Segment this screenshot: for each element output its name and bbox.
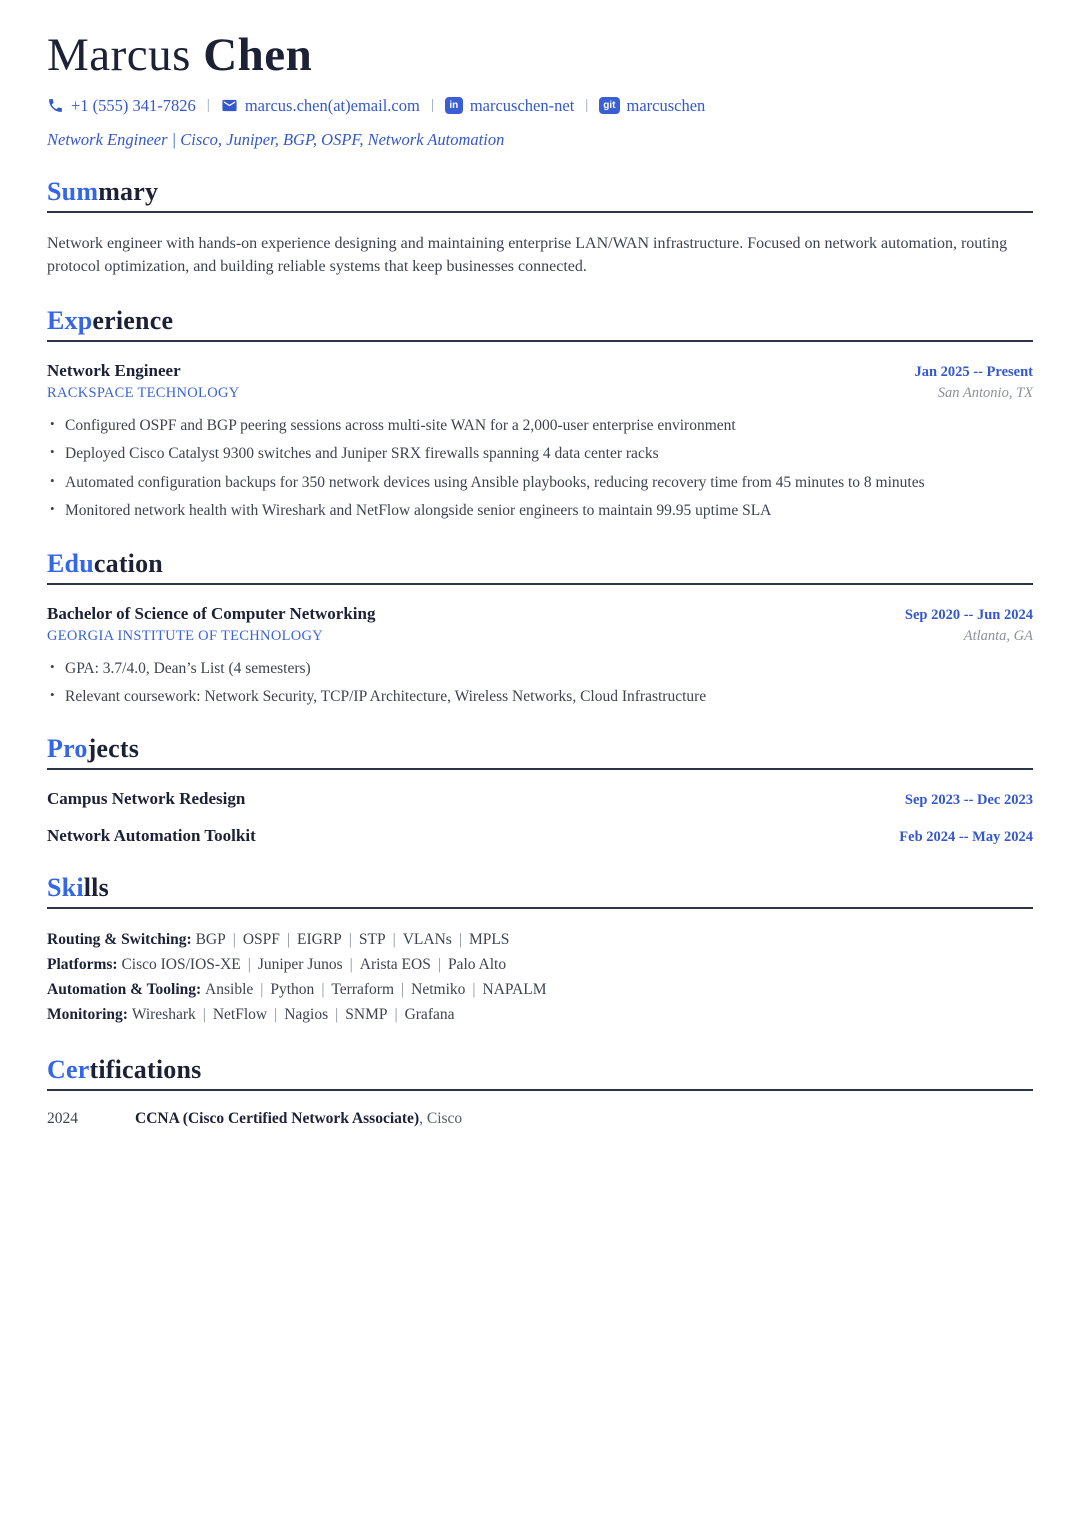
certification-issuer: , Cisco [419,1109,463,1127]
job-dates: Jan 2025 -- Present [914,364,1033,381]
section-title [47,873,1033,903]
skill-item: VLANs [402,931,452,949]
skills-row [47,928,1033,953]
experience-bullets [47,415,1033,522]
section-title [47,306,1033,336]
section-title-accent: Exp [47,306,93,336]
bullet-item: • Automated configuration backups for 350 network devices using Ansible playbooks, reducing recovery time from 45 minutes to 8 minutes [47,472,1033,493]
page-title [47,30,1033,81]
skill-separator: | [260,980,264,998]
section-title-rest: cation [93,548,163,578]
bullet-item: • GPA: 3.7/4.0, Dean’s List (4 semesters) [47,658,1033,679]
skill-item: MPLS [468,931,510,949]
skill-item: Ansible [205,980,254,998]
skill-separator: | [286,931,290,949]
git-link[interactable] [599,96,705,116]
section-title-accent: Ski [47,873,84,903]
skill-separator: | [321,980,325,998]
skill-separator: | [394,1005,398,1023]
section-title-accent: Cer [47,1054,90,1084]
school-name: GEORGIA INSTITUTE OF TECHNOLOGY [47,627,324,644]
contact-separator: | [430,97,434,114]
tagline: Network Engineer | Cisco, Juniper, BGP, OSPF, Network Automation [47,129,505,149]
skill-separator: | [392,931,396,949]
skill-item: Python [270,980,315,998]
education-bullets [47,658,1033,708]
skill-separator: | [349,956,353,974]
skill-item: Nagios [284,1005,329,1023]
section-projects [47,734,1033,846]
skill-separator: | [335,1005,339,1023]
skill-separator: | [348,931,352,949]
skill-separator: | [202,1005,206,1023]
project-dates: Feb 2024 -- May 2024 [899,829,1033,846]
project-dates: Sep 2023 -- Dec 2023 [904,792,1033,809]
section-title-rest: tifications [89,1054,202,1084]
section-title-accent: Sum [47,176,99,206]
linkedin-icon: in [445,97,463,114]
skill-separator: | [472,980,476,998]
email-link[interactable] [221,96,420,116]
certification-year: 2024 [47,1109,78,1127]
skill-item: STP [358,931,386,949]
bullet-item: • Configured OSPF and BGP peering sessions across multi-site WAN for a 2,000-user enterprise environment [47,415,1033,436]
contact-separator: | [206,97,210,114]
project-row [47,826,1033,846]
section-title-rest: mary [98,176,159,206]
section-title [47,1055,1033,1085]
skill-item: OSPF [242,931,280,949]
skills-label: Routing & Switching: [47,931,196,949]
projects-list [47,789,1033,846]
section-education [47,549,1033,708]
skills-label: Monitoring: [47,1005,132,1023]
skill-item: Juniper Junos [257,956,343,974]
section-experience [47,306,1033,522]
certification-name: CCNA (Cisco Certified Network Associate) [135,1109,420,1127]
section-title [47,734,1033,764]
skill-item: Terraform [331,980,395,998]
section-title-rest: jects [87,734,140,764]
skill-separator: | [437,956,441,974]
bullet-item: • Deployed Cisco Catalyst 9300 switches and Juniper SRX firewalls spanning 4 data center racks [47,443,1033,464]
phone-icon [47,97,64,114]
bullet-item: • Monitored network health with Wireshark and NetFlow alongside senior engineers to maintain 99.95 uptime SLA [47,500,1033,521]
section-certifications [47,1055,1033,1128]
email-text: marcus.chen(at)email.com [244,95,420,115]
phone-link[interactable] [47,96,196,116]
skill-item: BGP [195,931,226,949]
section-rule [47,907,1033,909]
skill-item: NetFlow [212,1005,268,1023]
job-location: San Antonio, TX [937,385,1033,402]
last-name: Chen [203,29,313,81]
skills-label: Platforms: [47,956,122,974]
section-title-rest: lls [83,873,109,903]
skills-label: Automation & Tooling: [47,980,206,998]
section-title-rest: erience [92,306,174,336]
section-rule [47,768,1033,770]
first-name: Marcus [47,29,191,81]
degree-title: Bachelor of Science of Computer Networking [47,603,376,623]
skill-separator: | [247,956,251,974]
git-icon: git [599,97,619,114]
section-title-accent: Edu [47,548,94,578]
email-icon [221,97,238,114]
project-name: Campus Network Redesign [47,789,246,809]
skill-item: Wireshark [131,1005,196,1023]
linkedin-text: marcuschen-net [469,95,575,115]
phone-text: +1 (555) 341-7826 [71,95,196,115]
education-dates: Sep 2020 -- Jun 2024 [904,606,1033,623]
section-summary [47,177,1033,279]
skill-item: EIGRP [297,931,342,949]
skill-item: Grafana [404,1005,455,1023]
git-text: marcuschen [626,95,706,115]
contact-row [47,96,1033,116]
section-skills [47,873,1033,1027]
section-rule [47,340,1033,342]
job-title: Network Engineer [47,361,181,381]
skills-row [47,978,1033,1003]
education-location: Atlanta, GA [963,627,1033,644]
skill-item: SNMP [345,1005,388,1023]
section-rule [47,1089,1033,1091]
skill-separator: | [232,931,236,949]
company-name: RACKSPACE TECHNOLOGY [47,385,240,402]
section-title-accent: Pro [47,734,88,764]
certification-row [47,1110,1033,1128]
skill-item: NAPALM [482,980,547,998]
skill-separator: | [401,980,405,998]
skills-row [47,1003,1033,1028]
skill-item: Arista EOS [359,956,431,974]
skill-item: Palo Alto [447,956,507,974]
section-title [47,177,1033,207]
project-row [47,789,1033,809]
skill-item: Cisco IOS/IOS-XE [121,956,241,974]
bullet-item: • Relevant coursework: Network Security, TCP/IP Architecture, Wireless Networks, Cloud Infrastructure [47,686,1033,707]
skills-rows [47,928,1033,1027]
skill-item: Netmiko [411,980,466,998]
section-rule [47,211,1033,213]
summary-text: Network engineer with hands-on experience designing and maintaining enterprise LAN/WAN infrastructure. Focused on network automation, routing protocol optimization, and building reliable systems that keep businesses connected. [47,234,1008,276]
certifications-list [47,1110,1033,1128]
skill-separator: | [458,931,462,949]
linkedin-link[interactable] [445,96,574,116]
section-rule [47,583,1033,585]
section-title [47,549,1033,579]
project-name: Network Automation Toolkit [47,826,256,846]
skills-row [47,953,1033,978]
skill-separator: | [274,1005,278,1023]
contact-separator: | [585,97,589,114]
